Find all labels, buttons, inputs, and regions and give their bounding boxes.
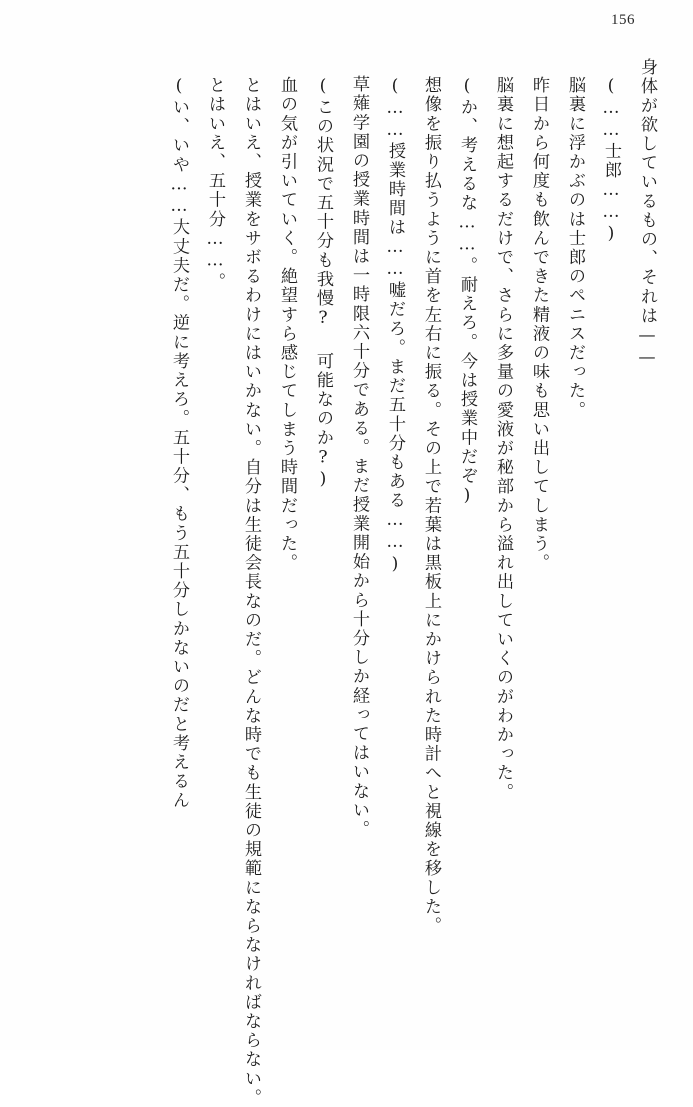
text-line: とはいえ、授業をサボるわけにはいかない。自分は生徒会長なのだ。どんな時でも生徒の規範にならなければならない。 <box>241 76 261 1107</box>
text-line: (……士郎……) <box>601 76 621 246</box>
text-line: とはいえ、五十分……。 <box>205 76 225 292</box>
text-line: 脳裏に想起するだけで、さらに多量の愛液が秘部から溢れ出していくのがわかった。 <box>493 76 513 802</box>
text-line: 想像を振り払うように首を左右に振る。その上で若葉は黒板上にかけられた時計へと視線を移した。 <box>421 76 441 936</box>
text-line: (か、考えるな……。耐えろ。今は授業中だぞ) <box>457 76 477 508</box>
vertical-text-body <box>28 58 657 1107</box>
text-line: 身体が欲しているもの、それは—— <box>637 58 657 370</box>
text-line: 草薙学園の授業時間は一時限六十分である。まだ授業開始から十分しか経ってはいない。 <box>349 75 369 839</box>
text-line: 昨日から何度も飲んできた精液の味も思い出してしまう。 <box>529 76 549 573</box>
text-line: 血の気が引いていく。絶望すら感じてしまう時間だった。 <box>277 76 297 573</box>
text-line: (この状況で五十分も我慢? 可能なのか?) <box>313 76 333 492</box>
text-line: 脳裏に浮かぶのは士郎のペニスだった。 <box>565 76 585 420</box>
text-line: (い、いや……大丈夫だ。逆に考えろ。五十分、もう五十分しかないのだと考えるん <box>169 76 189 811</box>
page-number: 156 <box>611 12 635 28</box>
text-line: (……授業時間は……嘘だろ。まだ五十分もある……) <box>385 76 405 576</box>
